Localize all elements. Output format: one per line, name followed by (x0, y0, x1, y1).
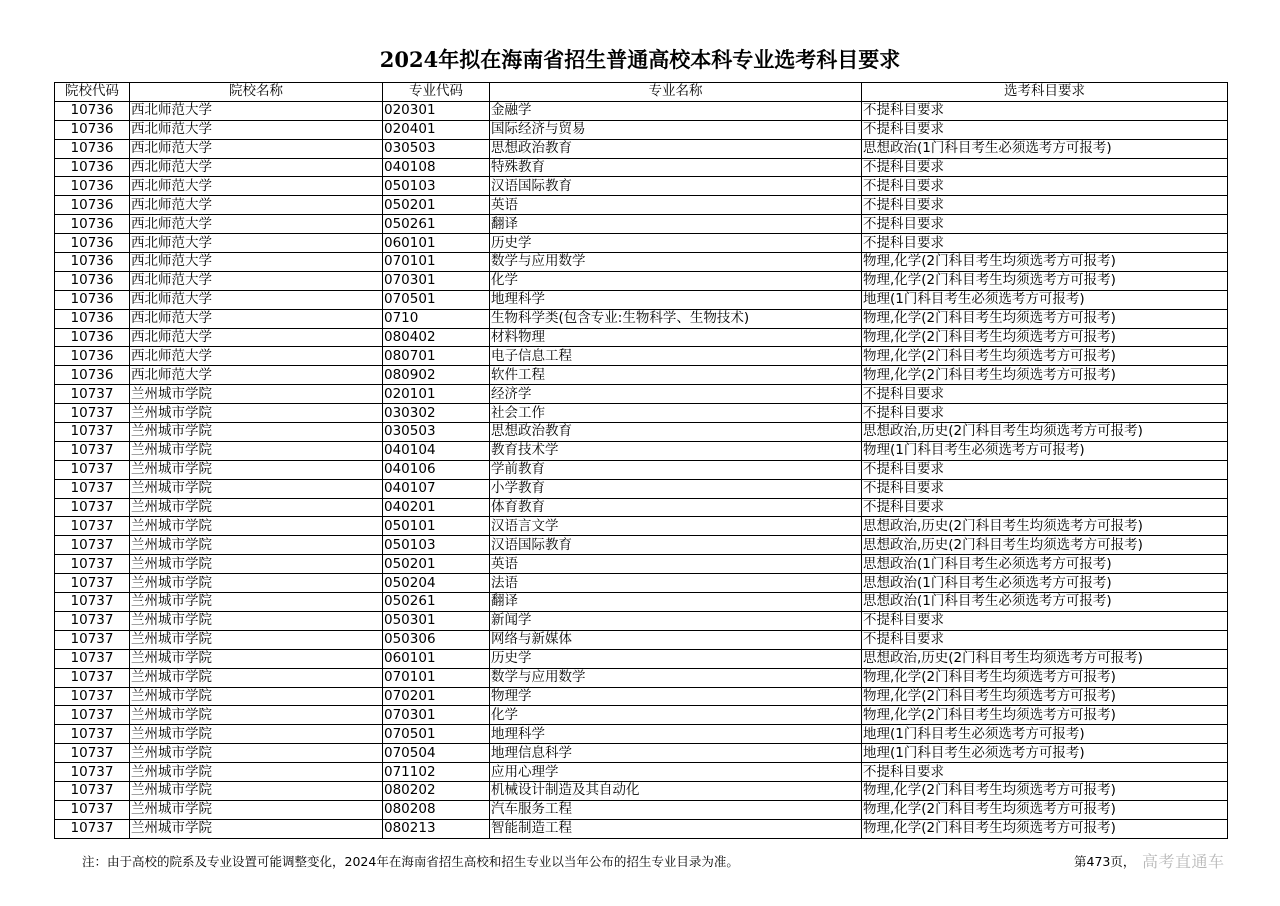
header-major-code: 专业代码 (383, 83, 490, 102)
table-row (55, 611, 1228, 630)
school-code-cell: 10737 (55, 536, 130, 555)
major-code-cell: 080402 (383, 328, 490, 347)
major-code-cell: 080213 (383, 819, 490, 838)
footnote: 注：由于高校的院系及专业设置可能调整变化，2024年在海南省招生高校和招生专业以当年公布的招生专业目录为准。 (82, 854, 739, 869)
table-row (55, 101, 1228, 120)
table-row (55, 725, 1228, 744)
school-name-cell: 兰州城市学院 (130, 555, 383, 574)
major-code-cell: 070501 (383, 725, 490, 744)
requirement-cell: 地理(1门科目考生必须选考方可报考) (862, 290, 1228, 309)
table-row (55, 630, 1228, 649)
school-name-cell: 兰州城市学院 (130, 706, 383, 725)
requirement-cell: 物理,化学(2门科目考生均须选考方可报考) (862, 309, 1228, 328)
header-school-code: 院校代码 (55, 83, 130, 102)
table-row (55, 290, 1228, 309)
school-name-cell: 西北师范大学 (130, 139, 383, 158)
school-code-cell: 10736 (55, 366, 130, 385)
requirement-cell: 不提科目要求 (862, 479, 1228, 498)
requirement-cell: 思想政治(1门科目考生必须选考方可报考) (862, 555, 1228, 574)
school-name-cell: 兰州城市学院 (130, 479, 383, 498)
major-code-cell: 080208 (383, 800, 490, 819)
major-name-cell: 思想政治教育 (490, 423, 862, 442)
requirement-cell: 物理,化学(2门科目考生均须选考方可报考) (862, 800, 1228, 819)
major-name-cell: 汉语国际教育 (490, 177, 862, 196)
school-code-cell: 10737 (55, 441, 130, 460)
school-code-cell: 10737 (55, 385, 130, 404)
requirement-cell: 不提科目要求 (862, 196, 1228, 215)
school-name-cell: 西北师范大学 (130, 120, 383, 139)
school-name-cell: 兰州城市学院 (130, 687, 383, 706)
major-name-cell: 体育教育 (490, 498, 862, 517)
table-row (55, 668, 1228, 687)
school-code-cell: 10737 (55, 649, 130, 668)
major-code-cell: 070301 (383, 706, 490, 725)
school-code-cell: 10737 (55, 404, 130, 423)
table-row (55, 744, 1228, 763)
table-row (55, 177, 1228, 196)
major-name-cell: 汉语国际教育 (490, 536, 862, 555)
major-name-cell: 特殊教育 (490, 158, 862, 177)
major-code-cell: 050204 (383, 574, 490, 593)
requirement-cell: 思想政治,历史(2门科目考生均须选考方可报考) (862, 517, 1228, 536)
table-row (55, 460, 1228, 479)
table-row (55, 385, 1228, 404)
school-code-cell: 10736 (55, 196, 130, 215)
table-row (55, 139, 1228, 158)
school-code-cell: 10737 (55, 555, 130, 574)
school-code-cell: 10737 (55, 423, 130, 442)
major-name-cell: 学前教育 (490, 460, 862, 479)
major-name-cell: 汽车服务工程 (490, 800, 862, 819)
table-row (55, 819, 1228, 838)
school-name-cell: 兰州城市学院 (130, 630, 383, 649)
major-name-cell: 化学 (490, 271, 862, 290)
school-name-cell: 西北师范大学 (130, 196, 383, 215)
major-code-cell: 040104 (383, 441, 490, 460)
school-name-cell: 兰州城市学院 (130, 536, 383, 555)
school-name-cell: 兰州城市学院 (130, 744, 383, 763)
school-name-cell: 西北师范大学 (130, 366, 383, 385)
school-code-cell: 10737 (55, 819, 130, 838)
requirement-cell: 物理,化学(2门科目考生均须选考方可报考) (862, 347, 1228, 366)
table-row (55, 781, 1228, 800)
requirement-cell: 思想政治,历史(2门科目考生均须选考方可报考) (862, 423, 1228, 442)
requirement-cell: 物理,化学(2门科目考生均须选考方可报考) (862, 668, 1228, 687)
major-code-cell: 050103 (383, 536, 490, 555)
table-header-row (55, 83, 1228, 102)
school-code-cell: 10736 (55, 328, 130, 347)
major-name-cell: 机械设计制造及其自动化 (490, 781, 862, 800)
requirement-cell: 不提科目要求 (862, 630, 1228, 649)
table-row (55, 517, 1228, 536)
school-name-cell: 西北师范大学 (130, 253, 383, 272)
table-row (55, 253, 1228, 272)
major-code-cell: 050201 (383, 555, 490, 574)
table-row (55, 347, 1228, 366)
school-name-cell: 兰州城市学院 (130, 763, 383, 782)
major-code-cell: 040106 (383, 460, 490, 479)
major-name-cell: 材料物理 (490, 328, 862, 347)
major-name-cell: 电子信息工程 (490, 347, 862, 366)
table-row (55, 404, 1228, 423)
school-code-cell: 10737 (55, 593, 130, 612)
page-number: 第473页， (1074, 854, 1136, 869)
major-name-cell: 社会工作 (490, 404, 862, 423)
major-name-cell: 地理科学 (490, 290, 862, 309)
major-name-cell: 数学与应用数学 (490, 668, 862, 687)
table-row (55, 309, 1228, 328)
table-row (55, 328, 1228, 347)
requirement-cell: 思想政治(1门科目考生必须选考方可报考) (862, 574, 1228, 593)
major-code-cell: 020101 (383, 385, 490, 404)
requirement-cell: 物理,化学(2门科目考生均须选考方可报考) (862, 781, 1228, 800)
school-code-cell: 10737 (55, 498, 130, 517)
major-name-cell: 翻译 (490, 593, 862, 612)
major-code-cell: 040201 (383, 498, 490, 517)
major-code-cell: 070201 (383, 687, 490, 706)
major-code-cell: 071102 (383, 763, 490, 782)
school-code-cell: 10737 (55, 763, 130, 782)
table-row (55, 555, 1228, 574)
requirement-cell: 思想政治(1门科目考生必须选考方可报考) (862, 593, 1228, 612)
header-major-name: 专业名称 (490, 83, 862, 102)
school-code-cell: 10736 (55, 120, 130, 139)
table-row (55, 158, 1228, 177)
major-code-cell: 030503 (383, 423, 490, 442)
major-name-cell: 物理学 (490, 687, 862, 706)
requirement-cell: 物理,化学(2门科目考生均须选考方可报考) (862, 271, 1228, 290)
school-name-cell: 西北师范大学 (130, 215, 383, 234)
major-code-cell: 070504 (383, 744, 490, 763)
major-code-cell: 050261 (383, 215, 490, 234)
school-name-cell: 兰州城市学院 (130, 800, 383, 819)
table-row (55, 215, 1228, 234)
school-code-cell: 10737 (55, 800, 130, 819)
requirement-cell: 物理,化学(2门科目考生均须选考方可报考) (862, 819, 1228, 838)
major-code-cell: 030503 (383, 139, 490, 158)
requirement-cell: 物理,化学(2门科目考生均须选考方可报考) (862, 366, 1228, 385)
table-row (55, 687, 1228, 706)
requirement-cell: 物理(1门科目考生必须选考方可报考) (862, 441, 1228, 460)
requirement-cell: 物理,化学(2门科目考生均须选考方可报考) (862, 328, 1228, 347)
school-code-cell: 10737 (55, 706, 130, 725)
major-name-cell: 法语 (490, 574, 862, 593)
requirement-cell: 思想政治,历史(2门科目考生均须选考方可报考) (862, 536, 1228, 555)
table-row (55, 800, 1228, 819)
school-code-cell: 10736 (55, 290, 130, 309)
school-code-cell: 10737 (55, 725, 130, 744)
major-code-cell: 080902 (383, 366, 490, 385)
major-name-cell: 教育技术学 (490, 441, 862, 460)
school-name-cell: 西北师范大学 (130, 234, 383, 253)
requirement-cell: 不提科目要求 (862, 215, 1228, 234)
school-name-cell: 兰州城市学院 (130, 725, 383, 744)
requirement-cell: 思想政治,历史(2门科目考生均须选考方可报考) (862, 649, 1228, 668)
major-code-cell: 050101 (383, 517, 490, 536)
major-code-cell: 030302 (383, 404, 490, 423)
major-code-cell: 050261 (383, 593, 490, 612)
school-code-cell: 10737 (55, 630, 130, 649)
major-code-cell: 040108 (383, 158, 490, 177)
major-code-cell: 070101 (383, 253, 490, 272)
table-row (55, 593, 1228, 612)
watermark: 高考直通车 (1142, 852, 1225, 871)
school-code-cell: 10737 (55, 517, 130, 536)
requirements-table (54, 82, 1228, 839)
table-row (55, 120, 1228, 139)
major-code-cell: 050201 (383, 196, 490, 215)
school-code-cell: 10737 (55, 460, 130, 479)
major-name-cell: 数学与应用数学 (490, 253, 862, 272)
school-code-cell: 10736 (55, 215, 130, 234)
major-name-cell: 翻译 (490, 215, 862, 234)
requirement-cell: 地理(1门科目考生必须选考方可报考) (862, 725, 1228, 744)
school-name-cell: 西北师范大学 (130, 328, 383, 347)
school-code-cell: 10736 (55, 177, 130, 196)
table-row (55, 479, 1228, 498)
table-row (55, 574, 1228, 593)
major-name-cell: 网络与新媒体 (490, 630, 862, 649)
requirement-cell: 物理,化学(2门科目考生均须选考方可报考) (862, 687, 1228, 706)
table-body (55, 101, 1228, 838)
school-code-cell: 10736 (55, 234, 130, 253)
requirement-cell: 不提科目要求 (862, 158, 1228, 177)
table-row (55, 649, 1228, 668)
requirement-cell: 不提科目要求 (862, 611, 1228, 630)
major-name-cell: 化学 (490, 706, 862, 725)
major-name-cell: 小学教育 (490, 479, 862, 498)
school-name-cell: 兰州城市学院 (130, 649, 383, 668)
major-code-cell: 070301 (383, 271, 490, 290)
school-code-cell: 10737 (55, 479, 130, 498)
major-code-cell: 050301 (383, 611, 490, 630)
requirement-cell: 不提科目要求 (862, 177, 1228, 196)
major-code-cell: 020401 (383, 120, 490, 139)
school-code-cell: 10737 (55, 781, 130, 800)
header-subject-requirement: 选考科目要求 (862, 83, 1228, 102)
requirement-cell: 不提科目要求 (862, 101, 1228, 120)
requirement-cell: 思想政治(1门科目考生必须选考方可报考) (862, 139, 1228, 158)
major-code-cell: 080701 (383, 347, 490, 366)
major-code-cell: 0710 (383, 309, 490, 328)
major-code-cell: 070501 (383, 290, 490, 309)
major-name-cell: 地理科学 (490, 725, 862, 744)
school-name-cell: 兰州城市学院 (130, 404, 383, 423)
school-code-cell: 10737 (55, 744, 130, 763)
school-code-cell: 10736 (55, 271, 130, 290)
major-name-cell: 金融学 (490, 101, 862, 120)
school-name-cell: 兰州城市学院 (130, 385, 383, 404)
major-name-cell: 英语 (490, 196, 862, 215)
school-name-cell: 兰州城市学院 (130, 819, 383, 838)
school-code-cell: 10736 (55, 347, 130, 366)
table-row (55, 536, 1228, 555)
major-code-cell: 060101 (383, 234, 490, 253)
major-name-cell: 生物科学类(包含专业:生物科学、生物技术) (490, 309, 862, 328)
requirement-cell: 不提科目要求 (862, 404, 1228, 423)
major-name-cell: 智能制造工程 (490, 819, 862, 838)
school-name-cell: 西北师范大学 (130, 177, 383, 196)
school-code-cell: 10737 (55, 687, 130, 706)
major-code-cell: 050306 (383, 630, 490, 649)
school-name-cell: 兰州城市学院 (130, 498, 383, 517)
major-name-cell: 地理信息科学 (490, 744, 862, 763)
requirement-cell: 不提科目要求 (862, 460, 1228, 479)
table-row (55, 196, 1228, 215)
table-row (55, 441, 1228, 460)
school-code-cell: 10737 (55, 611, 130, 630)
school-name-cell: 西北师范大学 (130, 101, 383, 120)
school-code-cell: 10736 (55, 139, 130, 158)
table-row (55, 423, 1228, 442)
school-code-cell: 10736 (55, 253, 130, 272)
table-row (55, 498, 1228, 517)
requirement-cell: 不提科目要求 (862, 385, 1228, 404)
table-row (55, 366, 1228, 385)
school-name-cell: 兰州城市学院 (130, 574, 383, 593)
school-name-cell: 兰州城市学院 (130, 781, 383, 800)
page-title: 2024年拟在海南省招生普通高校本科专业选考科目要求 (379, 47, 901, 72)
major-name-cell: 国际经济与贸易 (490, 120, 862, 139)
major-code-cell: 080202 (383, 781, 490, 800)
major-name-cell: 思想政治教育 (490, 139, 862, 158)
major-name-cell: 历史学 (490, 649, 862, 668)
school-code-cell: 10737 (55, 574, 130, 593)
school-name-cell: 兰州城市学院 (130, 460, 383, 479)
major-name-cell: 应用心理学 (490, 763, 862, 782)
header-school-name: 院校名称 (130, 83, 383, 102)
school-name-cell: 西北师范大学 (130, 347, 383, 366)
school-name-cell: 兰州城市学院 (130, 423, 383, 442)
table-row (55, 706, 1228, 725)
major-code-cell: 070101 (383, 668, 490, 687)
school-name-cell: 西北师范大学 (130, 309, 383, 328)
requirement-cell: 地理(1门科目考生必须选考方可报考) (862, 744, 1228, 763)
school-name-cell: 西北师范大学 (130, 290, 383, 309)
school-name-cell: 兰州城市学院 (130, 517, 383, 536)
major-name-cell: 经济学 (490, 385, 862, 404)
requirement-cell: 不提科目要求 (862, 763, 1228, 782)
major-name-cell: 新闻学 (490, 611, 862, 630)
major-code-cell: 050103 (383, 177, 490, 196)
school-code-cell: 10736 (55, 309, 130, 328)
requirement-cell: 物理,化学(2门科目考生均须选考方可报考) (862, 253, 1228, 272)
school-code-cell: 10737 (55, 668, 130, 687)
requirement-cell: 不提科目要求 (862, 498, 1228, 517)
requirement-cell: 不提科目要求 (862, 120, 1228, 139)
major-name-cell: 软件工程 (490, 366, 862, 385)
major-code-cell: 040107 (383, 479, 490, 498)
table-row (55, 763, 1228, 782)
school-name-cell: 兰州城市学院 (130, 441, 383, 460)
requirement-cell: 不提科目要求 (862, 234, 1228, 253)
table-row (55, 271, 1228, 290)
major-name-cell: 英语 (490, 555, 862, 574)
major-name-cell: 汉语言文学 (490, 517, 862, 536)
school-code-cell: 10736 (55, 101, 130, 120)
school-name-cell: 兰州城市学院 (130, 611, 383, 630)
school-name-cell: 兰州城市学院 (130, 593, 383, 612)
school-code-cell: 10736 (55, 158, 130, 177)
table-row (55, 234, 1228, 253)
major-code-cell: 020301 (383, 101, 490, 120)
school-name-cell: 兰州城市学院 (130, 668, 383, 687)
major-code-cell: 060101 (383, 649, 490, 668)
major-name-cell: 历史学 (490, 234, 862, 253)
requirement-cell: 物理,化学(2门科目考生均须选考方可报考) (862, 706, 1228, 725)
school-name-cell: 西北师范大学 (130, 271, 383, 290)
school-name-cell: 西北师范大学 (130, 158, 383, 177)
